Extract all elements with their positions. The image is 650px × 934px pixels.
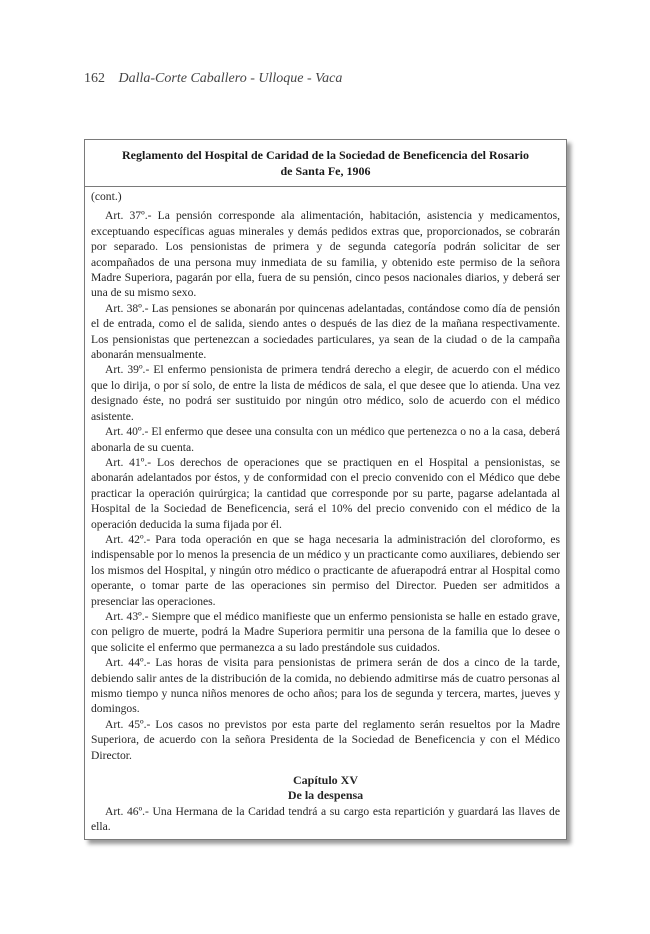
article-37: Art. 37º.- La pensión corresponde ala alimentación, habitación, asistencia y medicamentos, exceptuando específicas aguas minerales y demás pedidos extras que, proporcionados, se cobrarán por separado. Los pensionistas de primera y de segunda categoría podrán solicitar de ser acompañados de una persona muy inmediata de su familia, y obtenido este permiso de la señora Madre Superiora, pagarán por ella, fuera de su pensión, cinco pesos nacionales diarios, y deberá ser una de su mismo sexo. <box>91 209 560 300</box>
article-45: Art. 45º.- Los casos no previstos por esta parte del reglamento serán resueltos por la Madre Superiora, de acuerdo con la señora Presidenta de la Sociedad de Beneficencia y con el Médico Director. <box>91 717 560 762</box>
article-38: Art. 38º.- Las pensiones se abonarán por quincenas adelantadas, contándose como día de pensión el de entrada, como el de salida, siendo antes o después de las diez de la mañana respectivamente. Los pensionistas que pertenezcan a sociedades particulares, ya sean de la ciudad o de la campaña abonarán mensualmente. <box>91 301 560 362</box>
box-title <box>85 140 566 187</box>
box-title-line-1: Reglamento del Hospital de Caridad de la Sociedad de Beneficencia del Rosario <box>122 148 529 162</box>
running-head-authors: Dalla-Corte Caballero - Ulloque - Vaca <box>118 71 343 86</box>
article-42: Art. 42º.- Para toda operación en que se haga necesaria la administración del cloroformo, es indispensable por lo menos la presencia de un médico y un practicante como auxiliares, debiendo ser los mismos del Hospital, y ningún otro médico o practicante de afuerapodrá entrar al Hospital como operante, o tomar parte de las operaciones sin permiso del Director. Pueden ser admitidos a presenciar las operaciones. <box>91 532 560 608</box>
continued-label: (cont.) <box>91 190 122 203</box>
article-39: Art. 39º.- El enfermo pensionista de primera tendrá derecho a elegir, de acuerdo con el médico que lo dirija, o por sí solo, de entre la lista de médicos de sala, el que desee que lo atienda. Una vez designado éste, no podrá ser sustituido por ningún otro médico, solo de acuerdo con el médico asistente. <box>91 363 560 423</box>
box-body <box>85 187 566 835</box>
box-title-line-2: de Santa Fe, 1906 <box>280 164 371 178</box>
regulation-box <box>84 139 567 840</box>
article-40: Art. 40º.- El enfermo que desee una consulta con un médico que pertenezca o no a la casa, deberá abonarla de su cuenta. <box>91 425 560 454</box>
running-head <box>84 71 342 87</box>
page-number: 162 <box>84 71 105 86</box>
chapter-title: De la despensa <box>287 788 364 803</box>
chapter-heading <box>91 773 560 804</box>
article-41: Art. 41º.- Los derechos de operaciones que se practiquen en el Hospital a pensionistas, se abonarán adelantados por éstos, y de conformidad con el precio convenido con el Médico que debe practicar la operación quirúrgica; la cantidad que corresponde por su parte, pagarse adelantada al Hospital de la Sociedad de Beneficencia, será el 10% del precio convenido con el médico de la operación deducida la suma fijada por él. <box>91 455 560 531</box>
article-46: Art. 46º.- Una Hermana de la Caridad tendrá a su cargo esta repartición y guardará las llaves de ella. <box>91 804 560 834</box>
article-43: Art. 43º.- Siempre que el médico manifieste que un enfermo pensionista se halle en estado grave, con peligro de muerte, podrá la Madre Superiora permitir una persona de la familia que lo desee o que solicite el enfermo que permanezca a su lado prestándole sus cuidados. <box>91 609 560 654</box>
chapter-number: Capítulo XV <box>292 773 358 788</box>
article-44: Art. 44º.- Las horas de visita para pensionistas de primera serán de dos a cinco de la tarde, debiendo salir antes de la distribución de la comida, no debiendo admitirse más de cuatro personas al mismo tiempo y nunca niños menores de ocho años; para los de segunda y tercera, martes, jueves y domingos. <box>91 656 560 716</box>
